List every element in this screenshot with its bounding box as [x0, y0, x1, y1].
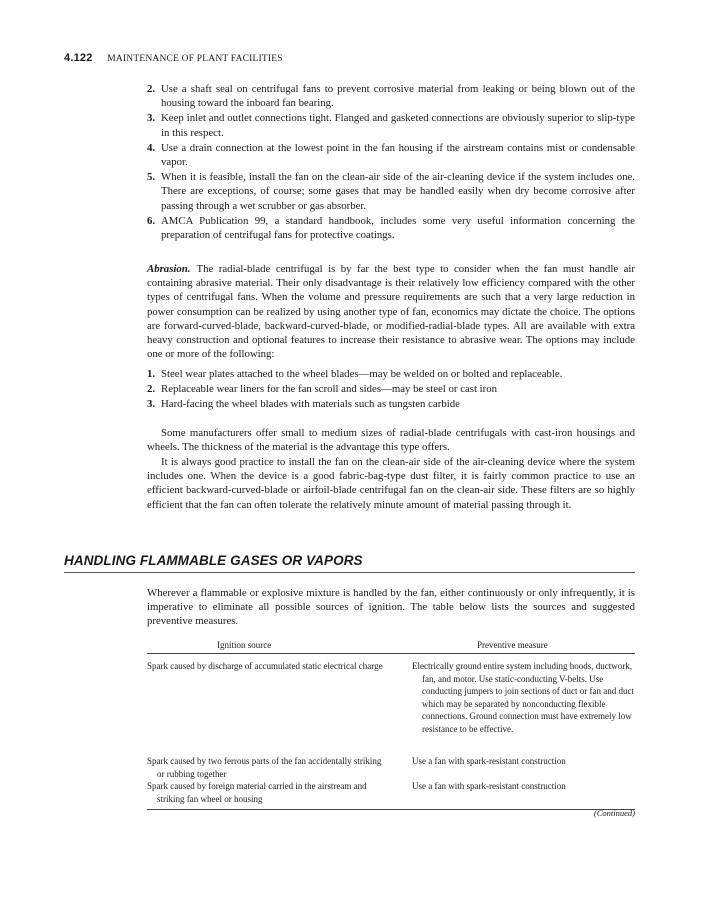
list-number: 4.: [147, 141, 156, 154]
abrasion-paragraph: [147, 262, 635, 361]
list-text: When it is feasible, install the fan on the clean-air side of the air-cleaning device if the system includes one. There are exceptions, of course; some gases that may be handled easily when dry become corrosive after passing through a wet scrubber or gas absorber.: [161, 171, 635, 212]
list-item: [147, 111, 635, 139]
list-text: Replaceable wear liners for the fan scroll and sides—may be steel or cast iron: [161, 383, 498, 396]
table-cell-source: Spark caused by foreign material carried in the airstream and striking fan wheel or housing: [147, 781, 367, 804]
continued-note: (Continued): [593, 808, 635, 818]
table-cell-measure: Use a fan with spark-resistant construction: [412, 756, 566, 766]
list-text: Use a drain connection at the lowest point in the fan housing if the airstream contains mist or condensable vapor.: [161, 141, 635, 169]
abrasion-text: The radial-blade centrifugal is by far the best type to consider when the fan must handle air containing abrasive material. Their only disadvantage is their relatively low efficiency compared with the other types of centrifugal fans. When the volume and pressure requirements are such that a very large reduction in power consumption can be realized by using another type of fan, economics may dictate the choice. The options are forward-curved-blade, backward-curved-blade, or modified-radial-blade types. All are available with extra heavy construction and optional features to increase their resistance to abrasive wear. The options may include one or more of the following:: [147, 263, 635, 361]
list-number: 2.: [147, 383, 156, 396]
table-row: [147, 660, 635, 755]
body-paragraph: Some manufacturers offer small to medium sizes of radial-blade centrifugals with cast-iron housings and wheels. The thickness of the material is the advantage this type offers.: [147, 427, 635, 454]
list-item: [147, 367, 635, 381]
table-row: [147, 780, 635, 805]
page-number: 4.122: [64, 52, 93, 64]
table-cell-measure: Use a fan with spark-resistant construction: [412, 781, 566, 791]
list-item: [147, 141, 635, 169]
table-cell-source: Spark caused by discharge of accumulated static electrical charge: [147, 661, 383, 671]
table-bottom-rule: [147, 809, 635, 810]
list-number: 6.: [147, 214, 156, 227]
list-text: AMCA Publication 99, a standard handbook, includes some very useful information concerning the preparation of centrifugal fans for protective coatings.: [161, 214, 635, 242]
abrasion-options-list: [147, 367, 635, 413]
section-divider: [64, 572, 635, 573]
list-item: [147, 382, 635, 396]
table-cell-measure: Electrically ground entire system including hoods, ductwork, fan, and motor. Use static-conducting V-belts. Use conducting jumpers to join sections of duct or fan and duct which may be separated by nonconducting flexible connections. Ground connection must have extremely low resistance to be effective.: [412, 661, 634, 734]
list-text: Hard-facing the wheel blades with materials such as tungsten carbide: [161, 398, 460, 411]
section-intro: Wherever a flammable or explosive mixture is handled by the fan, either continuously or only infrequently, it is imperative to eliminate all possible sources of ignition. The table below lists the sources and suggested preventive measures.: [147, 587, 635, 628]
list-text: Keep inlet and outlet connections tight. Flanged and gasketed connections are obviously superior to slip-type in this respect.: [161, 112, 635, 139]
list-number: 1.: [147, 368, 156, 380]
table-header: [147, 637, 635, 654]
running-title: MAINTENANCE OF PLANT FACILITIES: [107, 54, 283, 64]
column-header-measure: Preventive measure: [477, 640, 548, 650]
list-item: [147, 397, 635, 411]
page-header: [64, 52, 283, 64]
table-row: [147, 755, 635, 780]
list-item: [147, 82, 635, 110]
ignition-table: [147, 637, 635, 810]
body-paragraph: It is always good practice to install the fan on the clean-air side of the air-cleaning device where the system includes one. When the device is a good fabric-bag-type dust filter, it is fairly common practice to use an efficient backward-curved-blade or airfoil-blade centrifugal fan on the clean-air side. These filters are so highly efficient that the fan can often tolerate the relatively minute amount of material passing through it.: [147, 456, 635, 511]
list-text: Steel wear plates attached to the wheel blades—may be welded on or bolted and replaceable.: [161, 368, 563, 380]
column-header-source: Ignition source: [217, 640, 272, 650]
list-number: 3.: [147, 398, 156, 411]
list-item: [147, 214, 635, 242]
list-item: [147, 170, 635, 213]
abrasion-runin-heading: Abrasion.: [147, 263, 191, 275]
table-cell-source: Spark caused by two ferrous parts of the fan accidentally striking or rubbing together: [147, 756, 382, 779]
section-title: HANDLING FLAMMABLE GASES OR VAPORS: [64, 553, 363, 568]
corrosion-measures-list: [147, 82, 635, 243]
list-text: Use a shaft seal on centrifugal fans to prevent corrosive material from leaking or being blown out of the housing toward the inboard fan bearing.: [161, 83, 635, 110]
list-number: 5.: [147, 171, 156, 184]
list-number: 2.: [147, 83, 156, 95]
list-number: 3.: [147, 112, 156, 125]
